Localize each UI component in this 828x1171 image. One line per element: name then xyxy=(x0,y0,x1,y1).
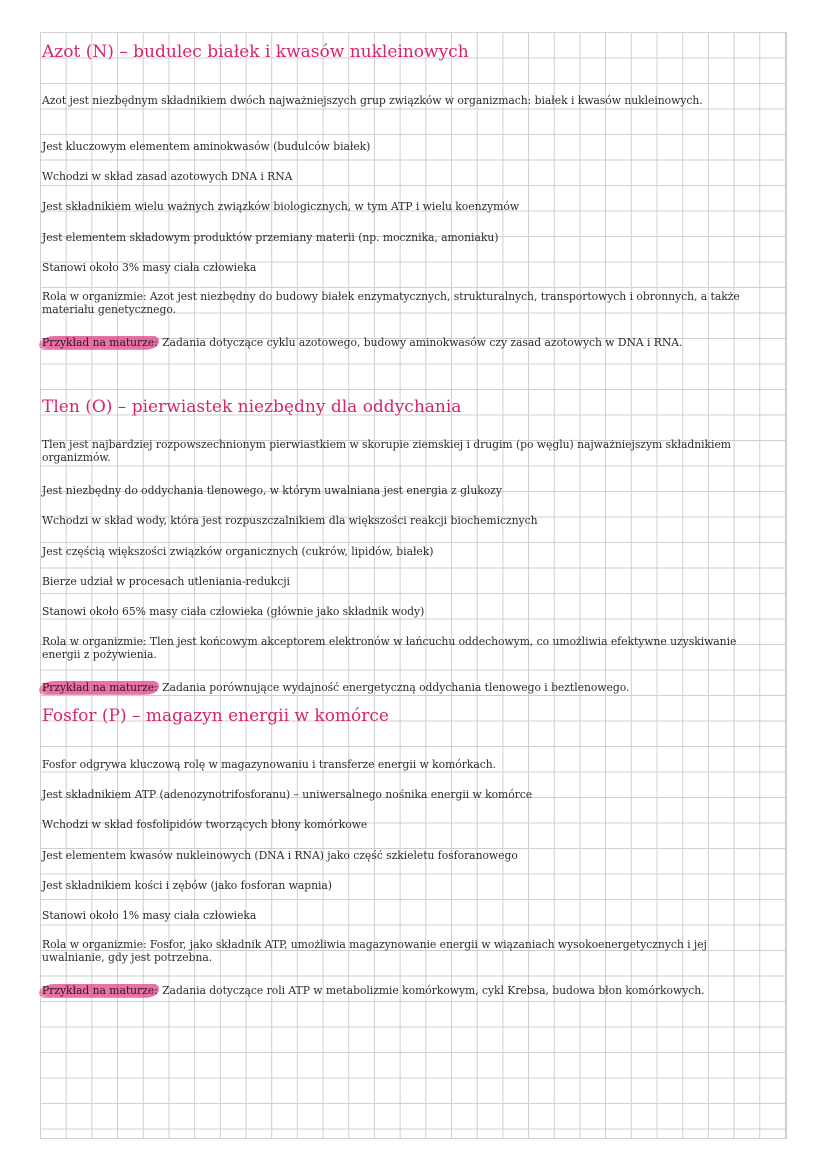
section-heading-azot: Azot (N) – budulec białek i kwasów nukleinowych xyxy=(42,42,469,62)
exam-example-tlen xyxy=(42,681,762,694)
section-intro-tlen: Tlen jest najbardziej rozpowszechnionym pierwiastkiem w skorupie ziemskiej i drugim (po węglu) najważniejszym składnikiem organizmów. xyxy=(42,438,731,464)
exam-example-text: Zadania dotyczące roli ATP w metabolizmie komórkowym, cykl Krebsa, budowa błon komórkowych. xyxy=(158,984,705,997)
section-role-azot: Rola w organizmie: Azot jest niezbędny do budowy białek enzymatycznych, strukturalnych, transportowych i obronnych, a także materiału genetycznego. xyxy=(42,290,740,316)
exam-example-text: Zadania porównujące wydajność energetyczną oddychania tlenowego i beztlenowego. xyxy=(158,681,630,694)
section-point-fosfor-2: Wchodzi w skład fosfolipidów tworzących błony komórkowe xyxy=(42,818,368,831)
section-heading-fosfor: Fosfor (P) – magazyn energii w komórce xyxy=(42,706,389,726)
exam-example-fosfor xyxy=(42,984,762,997)
section-point-fosfor-3: Jest elementem kwasów nukleinowych (DNA i RNA) jako część szkieletu fosforanowego xyxy=(42,849,518,862)
section-point-tlen-2: Wchodzi w skład wody, która jest rozpuszczalnikiem dla większości reakcji biochemicznych xyxy=(42,514,538,527)
section-point-azot-2: Wchodzi w skład zasad azotowych DNA i RNA xyxy=(42,170,293,183)
section-intro-azot: Azot jest niezbędnym składnikiem dwóch najważniejszych grup związków w organizmach: białek i kwasów nukleinowych. xyxy=(42,94,703,107)
section-heading-tlen: Tlen (O) – pierwiastek niezbędny dla oddychania xyxy=(42,397,462,417)
section-point-tlen-1: Jest niezbędny do oddychania tlenowego, w którym uwalniana jest energia z glukozy xyxy=(42,484,502,497)
section-point-azot-3: Jest składnikiem wielu ważnych związków biologicznych, w tym ATP i wielu koenzymów xyxy=(42,200,520,213)
section-intro-fosfor: Fosfor odgrywa kluczową rolę w magazynowaniu i transferze energii w komórkach. xyxy=(42,758,497,771)
section-point-fosfor-1: Jest składnikiem ATP (adenozynotrifosforanu) – uniwersalnego nośnika energii w komórce xyxy=(42,788,533,801)
section-point-fosfor-5: Stanowi około 1% masy ciała człowieka xyxy=(42,909,257,922)
section-point-fosfor-4: Jest składnikiem kości i zębów (jako fosforan wapnia) xyxy=(42,879,332,892)
exam-highlight-label: Przykład na maturze: xyxy=(42,984,158,997)
section-point-tlen-4: Bierze udział w procesach utleniania-redukcji xyxy=(42,575,290,588)
section-role-tlen: Rola w organizmie: Tlen jest końcowym akceptorem elektronów w łańcuchu oddechowym, co umożliwia efektywne uzyskiwanie energii z pożywienia. xyxy=(42,635,737,661)
exam-highlight-label: Przykład na maturze: xyxy=(42,336,158,349)
section-point-azot-4: Jest elementem składowym produktów przemiany materii (np. mocznika, amoniaku) xyxy=(42,231,499,244)
section-point-azot-1: Jest kluczowym elementem aminokwasów (budulców białek) xyxy=(42,140,371,153)
exam-example-azot xyxy=(42,336,762,349)
section-role-fosfor: Rola w organizmie: Fosfor, jako składnik ATP, umożliwia magazynowanie energii w wiązaniach wysokoenergetycznych i jej uwalnianie, gdy jest potrzebna. xyxy=(42,938,707,964)
exam-highlight-label: Przykład na maturze: xyxy=(42,681,158,694)
exam-example-text: Zadania dotyczące cyklu azotowego, budowy aminokwasów czy zasad azotowych w DNA i RNA. xyxy=(158,336,683,349)
section-point-azot-5: Stanowi około 3% masy ciała człowieka xyxy=(42,261,257,274)
section-point-tlen-5: Stanowi około 65% masy ciała człowieka (głównie jako składnik wody) xyxy=(42,605,425,618)
section-point-tlen-3: Jest częścią większości związków organicznych (cukrów, lipidów, białek) xyxy=(42,545,434,558)
